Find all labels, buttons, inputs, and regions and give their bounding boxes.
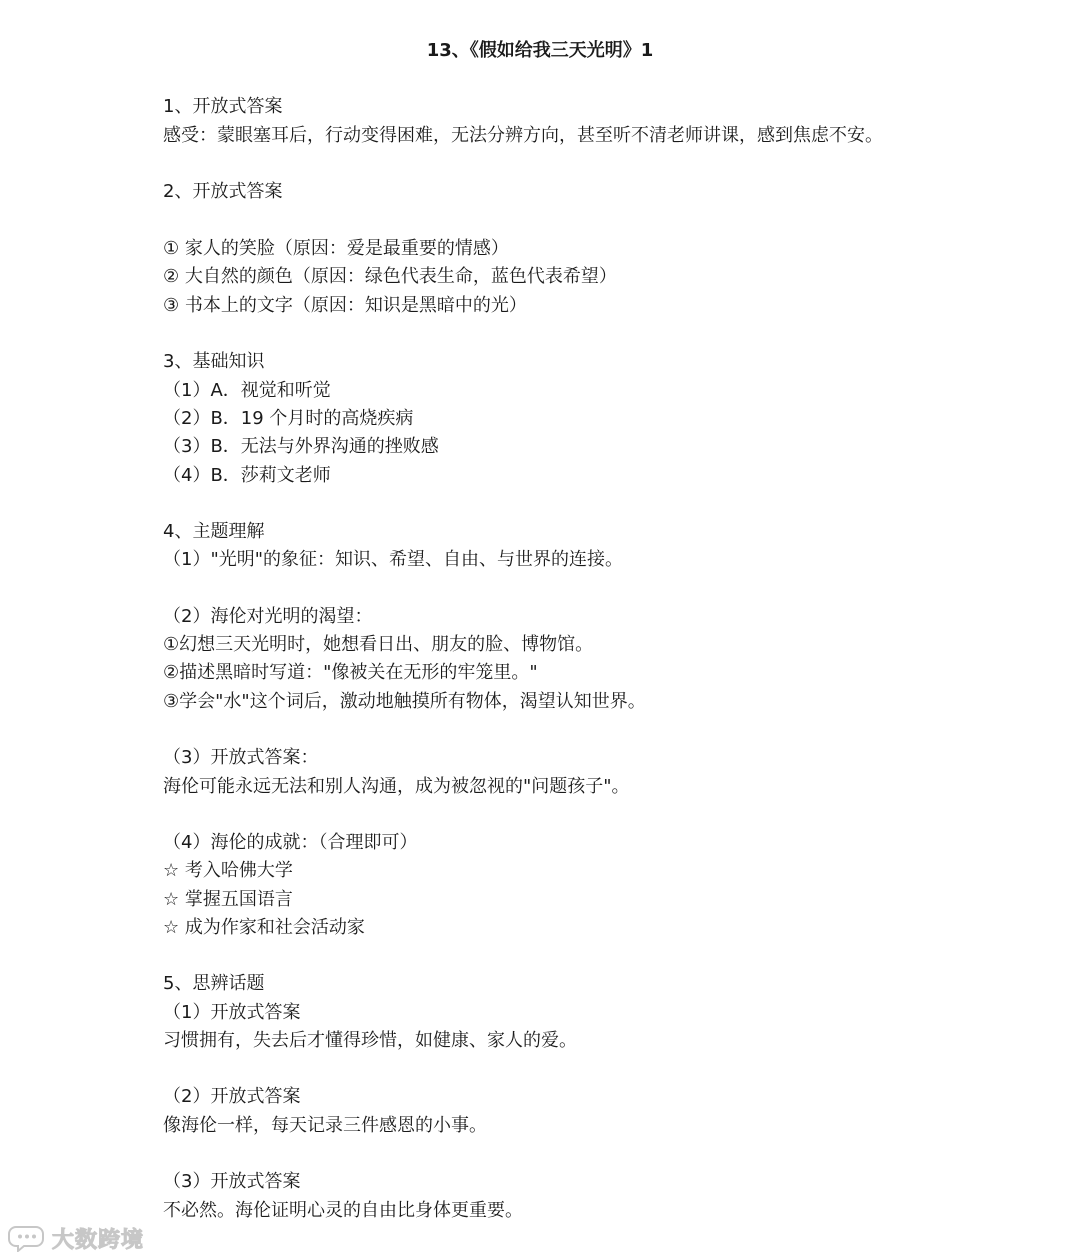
answer-text: 像海伦一样，每天记录三件感恩的小事。 [163,1115,487,1136]
section-2-heading: 2、开放式答案 [163,181,283,202]
list-item: （3）B．无法与外界沟通的挫败感 [163,436,439,457]
list-item: ② 大自然的颜色（原因：绿色代表生命，蓝色代表希望） [163,266,617,287]
answer-text: 感受：蒙眼塞耳后，行动变得困难，无法分辨方向，甚至听不清老师讲课，感到焦虑不安。 [163,125,883,146]
sub-heading: （1）开放式答案 [163,1002,301,1023]
sub-heading: （2）海伦对光明的渴望： [163,606,373,627]
list-item: ②描述黑暗时写道："像被关在无形的牢笼里。" [163,662,538,683]
list-item: ①幻想三天光明时，她想看日出、朋友的脸、博物馆。 [163,634,594,655]
answer-text: （1）"光明"的象征：知识、希望、自由、与世界的连接。 [163,549,624,570]
list-item: （1）A．视觉和听觉 [163,380,331,401]
sub-heading: （2）开放式答案 [163,1086,301,1107]
answer-text: 习惯拥有，失去后才懂得珍惜，如健康、家人的爱。 [163,1030,577,1051]
watermark-text: 大数跨境 [52,1227,145,1253]
section-4-heading: 4、主题理解 [163,521,265,542]
list-item: ☆ 考入哈佛大学 [163,860,293,881]
list-item: ③ 书本上的文字（原因：知识是黑暗中的光） [163,295,527,316]
list-item: ① 家人的笑脸（原因：爱是最重要的情感） [163,238,509,259]
answer-text: 不必然。海伦证明心灵的自由比身体更重要。 [163,1200,523,1221]
list-item: （2）B．19 个月时的高烧疾病 [163,408,414,429]
sub-heading: （3）开放式答案 [163,1171,301,1192]
list-item: ③学会"水"这个词后，激动地触摸所有物体，渴望认知世界。 [163,691,646,712]
answer-text: 海伦可能永远无法和别人沟通，成为被忽视的"问题孩子"。 [163,776,630,797]
section-1-heading: 1、开放式答案 [163,96,283,117]
document-title: 13、《假如给我三天光明》1 [426,40,654,61]
sub-heading: （3）开放式答案： [163,747,319,768]
watermark [6,1222,144,1254]
list-item: （4）B．莎莉文老师 [163,465,331,486]
sub-heading: （4）海伦的成就：（合理即可） [163,832,418,853]
list-item: ☆ 成为作家和社会活动家 [163,917,365,938]
chat-bubble-logo-icon [6,1224,46,1252]
section-3-heading: 3、基础知识 [163,351,265,372]
section-5-heading: 5、思辨话题 [163,973,265,994]
list-item: ☆ 掌握五国语言 [163,889,293,910]
